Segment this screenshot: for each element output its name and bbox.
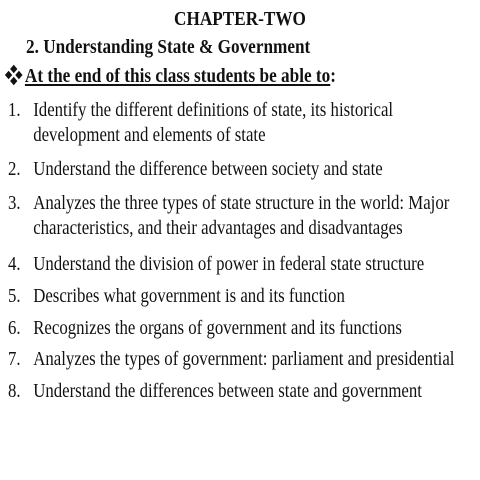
- objective-item-5: [8, 284, 462, 309]
- objectives-heading-text: At the end of this class students be able to: [24, 65, 331, 87]
- objective-number: 3.: [8, 192, 21, 214]
- objective-text: Understand the difference between society and state: [33, 158, 383, 180]
- objective-number: 2.: [8, 158, 21, 180]
- objective-item-3: [8, 191, 462, 241]
- objectives-heading: [6, 65, 336, 87]
- objective-item-2: [8, 157, 462, 182]
- objective-number: 7.: [8, 348, 21, 370]
- objective-text: Recognizes the organs of government and its functions: [33, 317, 402, 339]
- objectives-heading-colon: :: [330, 65, 336, 87]
- objective-number: 5.: [8, 285, 21, 307]
- objective-number: 4.: [8, 253, 21, 275]
- objective-item-8: [8, 379, 462, 404]
- objective-text: Identify the different definitions of state, its historical development and elements of state: [33, 99, 394, 146]
- section-title: 2. Understanding State & Government: [26, 36, 311, 58]
- objective-text: Describes what government is and its function: [33, 285, 345, 307]
- objective-number: 8.: [8, 380, 21, 402]
- objective-item-1: [8, 98, 462, 148]
- objective-number: 1.: [8, 99, 21, 121]
- objective-number: 6.: [8, 317, 21, 339]
- objective-text: Analyzes the three types of state structure in the world: Major characteristics, and their advantages and disadvantages: [33, 192, 450, 239]
- objective-item-4: [8, 252, 462, 277]
- objective-item-7: [8, 347, 462, 372]
- chapter-title: CHAPTER-TWO: [174, 8, 306, 30]
- four-diamond-bullet-icon: [6, 66, 21, 84]
- objective-text: Understand the division of power in federal state structure: [33, 253, 425, 275]
- objective-text: Understand the differences between state and government: [33, 380, 422, 402]
- objective-item-6: [8, 316, 462, 341]
- objective-text: Analyzes the types of government: parliament and presidential: [33, 348, 455, 370]
